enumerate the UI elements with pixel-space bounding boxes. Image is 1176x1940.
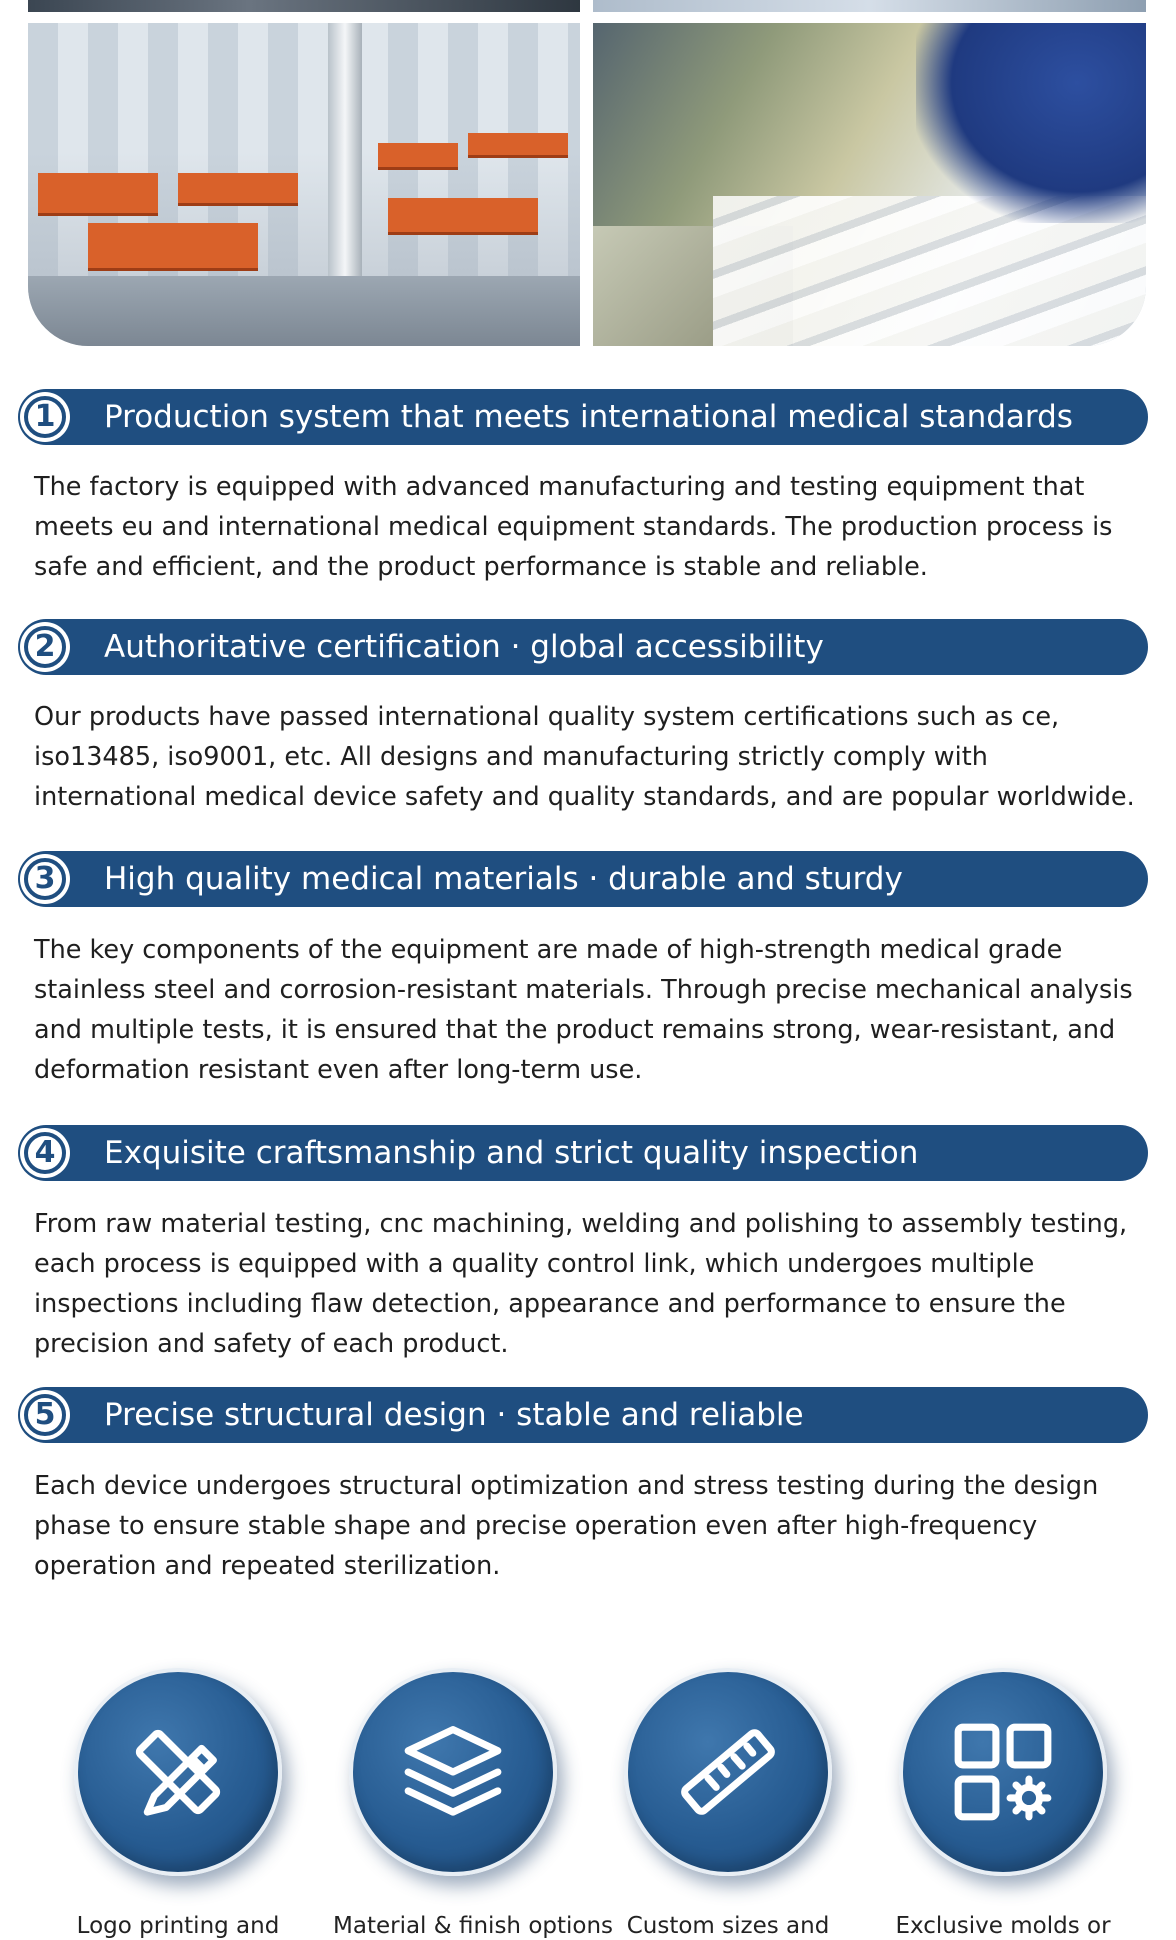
factory-photo-top-left: [28, 0, 580, 12]
number-badge: 1: [20, 392, 70, 442]
section-title: Authoritative certification · global accessibility: [104, 629, 824, 665]
section-header-1: [18, 389, 1148, 445]
section-header-4: [18, 1125, 1148, 1181]
feature-label: Material & finish options: [333, 1913, 614, 1939]
section-title: High quality medical materials · durable and sturdy: [104, 861, 903, 897]
factory-photo-top-right: [593, 0, 1146, 12]
feature-custom-sizes: [608, 1668, 848, 1940]
feature-material-finish: [333, 1668, 614, 1940]
feature-logo-printing: [58, 1668, 298, 1940]
assembly-line-photo: [593, 23, 1146, 346]
section-body: From raw material testing, cnc machining, welding and polishing to assembly testing, each process is equipped with a quality control link, which undergoes multiple inspections including flaw detection, appearance and performance to ensure the precision and safety of each product.: [34, 1209, 1128, 1359]
section-body: Our products have passed international quality system certifications such as ce, iso13485, iso9001, etc. All designs and manufacturing strictly comply with international medical device safety and quality standards, and are popular worldwide.: [34, 702, 1135, 812]
section-header-3: [18, 851, 1148, 907]
section-title: Production system that meets international medical standards: [104, 399, 1073, 435]
factory-workshop-photo: [28, 23, 580, 346]
ruler-icon: [624, 1668, 832, 1876]
number-badge: 5: [20, 1390, 70, 1440]
feature-label: Exclusive molds or: [895, 1913, 1111, 1939]
section-body: The factory is equipped with advanced manufacturing and testing equipment that meets eu and international medical equipment standards. The production process is safe and efficient, and the product performance is stable and reliable.: [34, 472, 1113, 582]
section-body: The key components of the equipment are made of high-strength medical grade stainless steel and corrosion-resistant materials. Through precise mechanical analysis and multiple tests, it is ensured that the product remains strong, wear-resistant, and deformation resistant even after long-term use.: [34, 935, 1133, 1085]
layers-icon: [349, 1668, 557, 1876]
feature-label: Logo printing and: [76, 1913, 280, 1939]
section-header-2: [18, 619, 1148, 675]
number-badge: 4: [20, 1128, 70, 1178]
number-badge: 3: [20, 854, 70, 904]
section-title: Precise structural design · stable and reliable: [104, 1397, 804, 1433]
section-title: Exquisite craftsmanship and strict quality inspection: [104, 1135, 919, 1171]
section-header-5: [18, 1387, 1148, 1443]
pencil-ruler-icon: [74, 1668, 282, 1876]
number-badge: 2: [20, 622, 70, 672]
feature-exclusive-molds: [883, 1668, 1123, 1940]
grid-gear-icon: [899, 1668, 1107, 1876]
feature-label: Custom sizes and: [626, 1913, 830, 1939]
section-body: Each device undergoes structural optimization and stress testing during the design phase to ensure stable shape and precise operation even after high-frequency operation and repeated sterilization.: [34, 1471, 1099, 1581]
